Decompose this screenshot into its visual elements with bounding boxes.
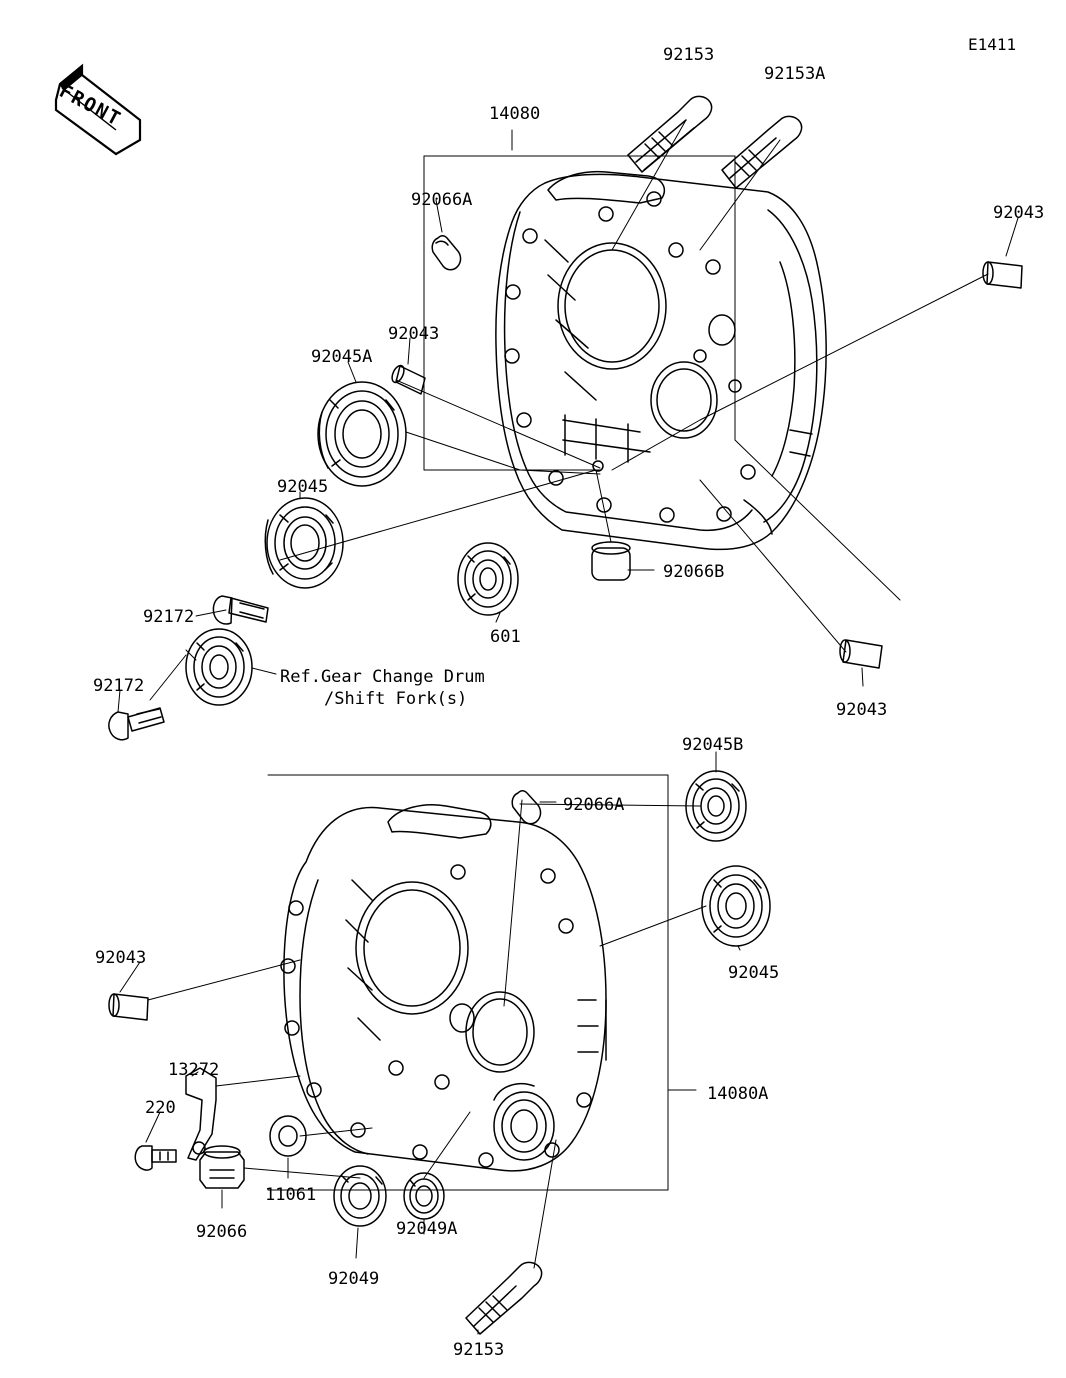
part-label: 92045 (728, 963, 780, 983)
part-label: 92049 (328, 1269, 380, 1289)
part-label: 92172 (93, 676, 145, 696)
part-label: 92066A (411, 190, 473, 210)
part-label: 92045B (682, 735, 744, 755)
part-label: 92043 (95, 948, 147, 968)
part-label: 92045A (311, 347, 373, 367)
part-label: 14080 (489, 104, 541, 124)
part-label: 220 (145, 1098, 176, 1118)
part-label: 92043 (993, 203, 1045, 223)
part-label: 92066A (563, 795, 625, 815)
diagram-code: E1411 (968, 35, 1017, 54)
front-label: FRONT (55, 80, 126, 131)
part-label: 13272 (168, 1060, 220, 1080)
part-label: 92066B (663, 562, 725, 582)
part-label: 92066 (196, 1222, 248, 1242)
reference-note-line2: /Shift Fork(s) (324, 689, 468, 709)
part-label: 92049A (396, 1219, 458, 1239)
part-label: 92172 (143, 607, 195, 627)
reference-note-line1: Ref.Gear Change Drum (280, 667, 485, 687)
part-label: 92043 (836, 700, 888, 720)
part-label: 92153 (663, 45, 715, 65)
part-label: 601 (490, 627, 521, 647)
part-label: 92153A (764, 64, 826, 84)
part-label: 92045 (277, 477, 329, 497)
part-label: 11061 (265, 1185, 317, 1205)
part-label: 92043 (388, 324, 440, 344)
part-label: 92153 (453, 1340, 505, 1360)
part-label: 14080A (707, 1084, 769, 1104)
